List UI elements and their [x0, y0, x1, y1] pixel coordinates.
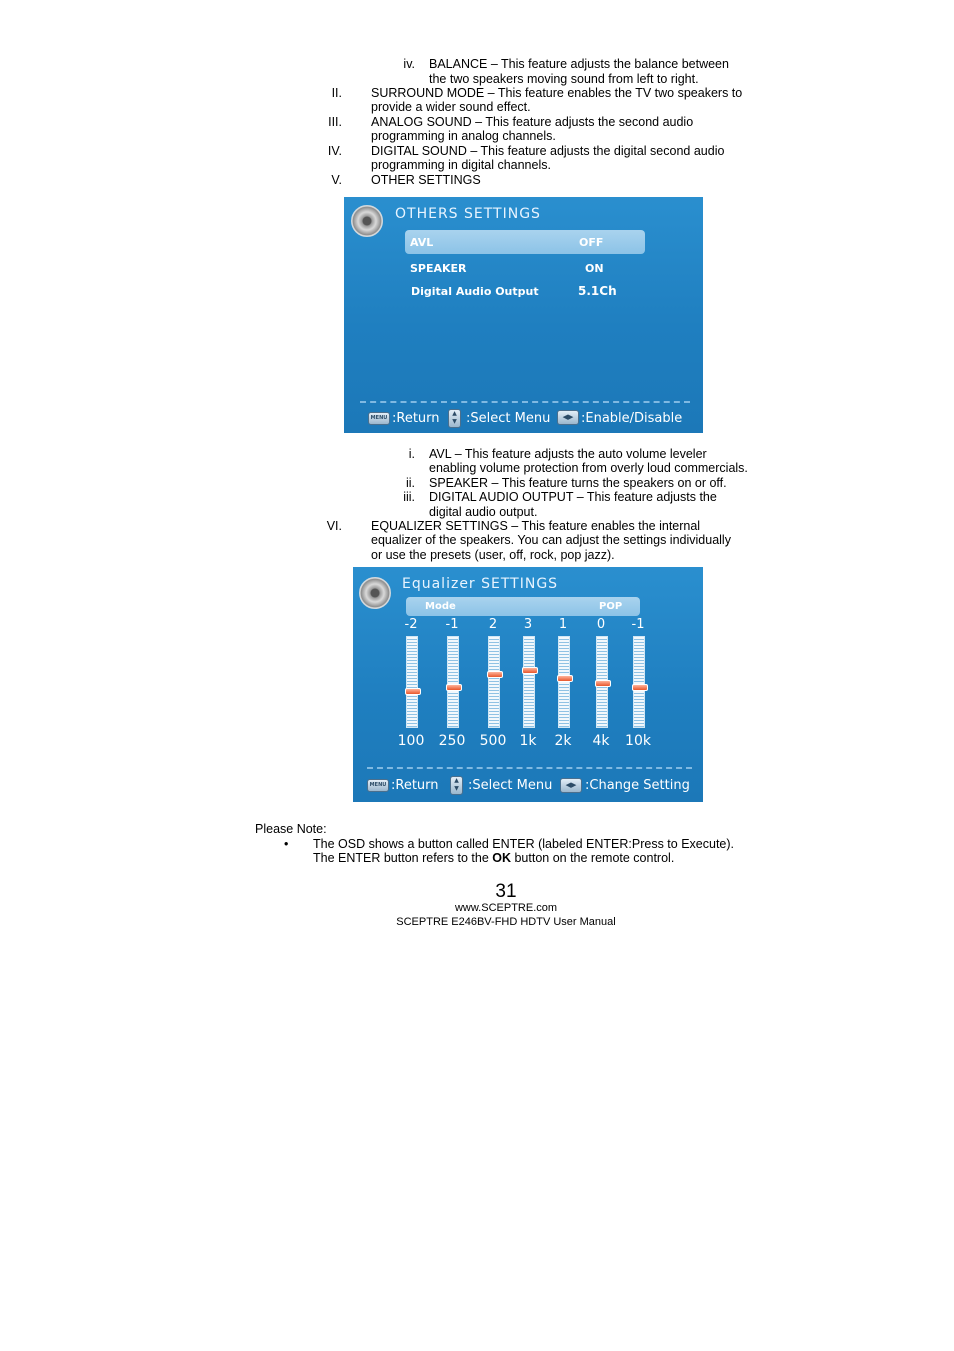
footer-return: :Return	[391, 778, 439, 793]
band-frequency: 500	[479, 733, 507, 749]
note-line-2-end: button on the remote control.	[511, 851, 675, 865]
list-text: DIGITAL AUDIO OUTPUT – This feature adjusts the	[429, 490, 717, 504]
equalizer-settings-screenshot	[353, 567, 703, 802]
slider-knob[interactable]	[632, 684, 648, 691]
speaker-disc-icon	[351, 205, 383, 237]
footer-select: :Select Menu	[468, 778, 553, 793]
band-frequency: 10k	[625, 733, 651, 749]
slider-knob[interactable]	[446, 684, 462, 691]
slider-knob[interactable]	[595, 680, 611, 687]
band-slider[interactable]	[558, 636, 570, 728]
band-frequency: 100	[397, 733, 425, 749]
footer-action: :Enable/Disable	[581, 411, 683, 426]
ok-button-name: OK	[492, 851, 511, 865]
footer-action: :Change Setting	[585, 778, 690, 793]
footer-select: :Select Menu	[466, 411, 551, 426]
footer-return: :Return	[392, 411, 440, 426]
list-num: II.	[331, 86, 342, 100]
slider-knob[interactable]	[522, 667, 538, 674]
left-right-key-icon: ◀▶	[560, 778, 582, 793]
band-value: 0	[596, 617, 606, 632]
list-text: equalizer of the speakers. You can adjust the settings individually	[371, 533, 731, 547]
list-text: SURROUND MODE – This feature enables the TV two speakers to	[371, 86, 743, 100]
others-settings-screenshot	[344, 197, 703, 433]
osd-title: Equalizer SETTINGS	[402, 576, 559, 592]
row-label-avl: AVL	[410, 236, 434, 249]
list-num: III.	[328, 115, 342, 129]
slider-knob[interactable]	[405, 688, 421, 695]
band-slider[interactable]	[447, 636, 459, 728]
band-value: 1	[558, 617, 568, 632]
highlight-bar	[405, 230, 645, 254]
speaker-disc-icon	[359, 577, 391, 609]
row-value-speaker: ON	[585, 262, 604, 275]
band-slider[interactable]	[596, 636, 608, 728]
row-value-avl: OFF	[579, 236, 604, 249]
list-num: ii.	[405, 476, 415, 490]
row-label-digital-audio: Digital Audio Output	[411, 285, 539, 298]
band-value: 2	[488, 617, 498, 632]
list-num: V.	[331, 173, 342, 187]
bullet-icon: •	[284, 837, 289, 851]
slider-knob[interactable]	[557, 675, 573, 682]
list-text: EQUALIZER SETTINGS – This feature enables the internal	[371, 519, 701, 533]
list-text: programming in digital channels.	[371, 158, 551, 172]
list-text: BALANCE – This feature adjusts the balance between	[429, 57, 729, 71]
list-num: IV.	[327, 144, 342, 158]
band-value: -1	[445, 617, 459, 632]
mode-label: Mode	[425, 601, 456, 612]
list-text: ANALOG SOUND – This feature adjusts the second audio	[371, 115, 694, 129]
list-text: AVL – This feature adjusts the auto volume leveler	[429, 447, 707, 461]
note-heading: Please Note:	[255, 822, 327, 836]
mode-value: POP	[599, 601, 623, 612]
list-text: or use the presets (user, off, rock, pop jazz).	[371, 548, 615, 562]
list-text: the two speakers moving sound from left to right.	[429, 72, 699, 86]
band-value: -2	[404, 617, 418, 632]
band-value: 3	[523, 617, 533, 632]
row-value-digital-audio: 5.1Ch	[578, 284, 617, 298]
manual-title: SCEPTRE E246BV-FHD HDTV User Manual	[396, 916, 616, 928]
list-text: DIGITAL SOUND – This feature adjusts the digital second audio	[371, 144, 725, 158]
band-frequency: 4k	[592, 733, 610, 749]
list-text: provide a wider sound effect.	[371, 100, 531, 114]
osd-title: OTHERS SETTINGS	[395, 206, 541, 222]
list-text: enabling volume protection from overly loud commercials.	[429, 461, 748, 475]
list-num: VI.	[326, 519, 342, 533]
band-slider[interactable]	[633, 636, 645, 728]
band-slider[interactable]	[488, 636, 500, 728]
website: www.SCEPTRE.com	[454, 902, 558, 914]
band-slider[interactable]	[406, 636, 418, 728]
list-text: digital audio output.	[429, 505, 538, 519]
row-label-speaker: SPEAKER	[410, 262, 467, 275]
divider	[360, 401, 690, 403]
list-text: programming in analog channels.	[371, 129, 556, 143]
menu-key-icon: MENU	[367, 779, 389, 792]
slider-knob[interactable]	[487, 671, 503, 678]
divider	[367, 767, 692, 769]
band-frequency: 250	[438, 733, 466, 749]
note-line-2-start: The ENTER button refers to the	[313, 851, 493, 865]
note-line-1: The OSD shows a button called ENTER (labeled ENTER:Press to Execute).	[313, 837, 735, 851]
up-down-key-icon: ▲ ▼	[448, 409, 461, 428]
list-num: i.	[408, 447, 415, 461]
list-text: OTHER SETTINGS	[371, 173, 481, 187]
band-value: -1	[631, 617, 645, 632]
menu-key-icon: MENU	[368, 412, 390, 425]
band-slider[interactable]	[523, 636, 535, 728]
note-line-2	[313, 851, 674, 865]
page-number: 31	[495, 881, 517, 902]
up-down-key-icon: ▲ ▼	[450, 776, 463, 795]
list-text: SPEAKER – This feature turns the speakers on or off.	[429, 476, 727, 490]
list-num: iii.	[403, 490, 415, 504]
band-frequency: 1k	[519, 733, 537, 749]
list-num: iv.	[403, 57, 415, 71]
band-frequency: 2k	[554, 733, 572, 749]
left-right-key-icon: ◀▶	[557, 410, 579, 425]
